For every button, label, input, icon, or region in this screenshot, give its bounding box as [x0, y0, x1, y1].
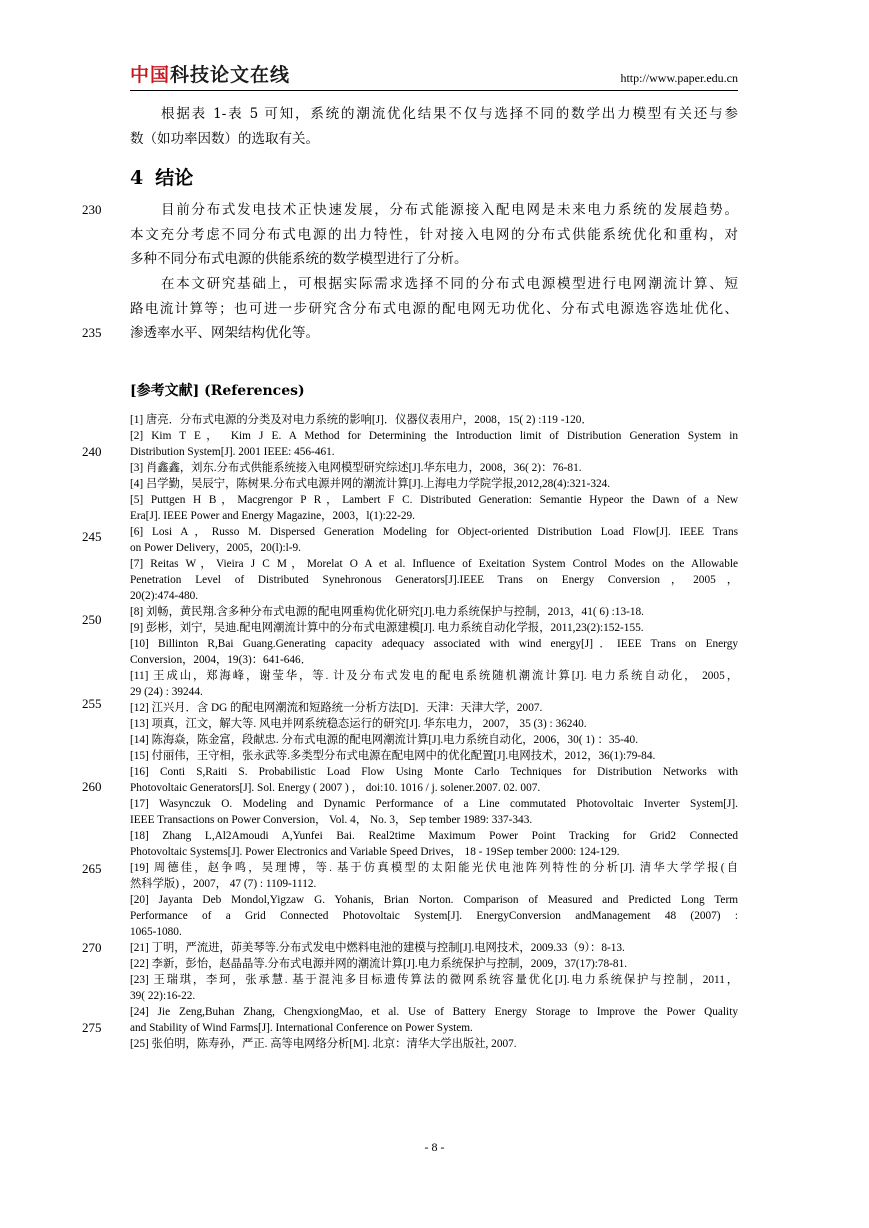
reference-line: [13] 项真，江文，解大等. 风电并网系统稳态运行的研究[J]. 华东电力， 2007， 35 (3) : 36240. [130, 718, 587, 730]
reference-line: 然科学版) ，2007， 47 (7) : 1109-1112. [130, 878, 317, 890]
reference-item [130, 476, 738, 492]
reference-line: [16] Conti S,Raiti S. Probabilistic Load Flow Using Monte Carlo Techniques for Distribution Networks with [130, 766, 738, 778]
page-header [130, 62, 738, 88]
reference-line: [12] 江兴月．含 DG 的配电网潮流和短路统一分析方法[D]．天津：天津大学，2007. [130, 702, 543, 714]
line-number: 255 [82, 696, 102, 711]
reference-line: [14] 陈海焱，陈金富，段献忠. 分布式电源的配电网潮流计算[J].电力系统自动化，2006，30( 1) ：35-40. [130, 734, 639, 746]
reference-item [130, 556, 738, 604]
line-number: 240 [82, 444, 102, 459]
reference-item [130, 956, 738, 972]
text-line: 渗透率水平、网架结构优化等。 [130, 325, 319, 341]
logo [130, 62, 290, 88]
reference-line: [15] 付丽伟，王守相，张永武等.多类型分布式电源在配电网中的优化配置[J].电网技术，2012，36(1):79-84. [130, 750, 656, 762]
reference-line: [5] Puttgen H B，Macgrengor P R，Lambert F C. Distributed Generation: Semantie Hypeor the Dawn of a New [130, 494, 738, 506]
reference-item [130, 460, 738, 476]
line-number: 245 [82, 529, 102, 544]
logo-dark: 科技论文在线 [170, 64, 291, 86]
reference-line: [24] Jie Zeng,Buhan Zhang, ChengxiongMao, et al. Use of Battery Energy Storage to Improve the Power Quality [130, 1006, 738, 1018]
reference-line: [1] 唐亮．分布式电源的分类及对电力系统的影响[J]．仪器仪表用户，2008，15( 2) :119 -120． [130, 414, 593, 426]
logo-red: 中国 [130, 64, 171, 86]
header-url: http://www.paper.edu.cn [620, 71, 738, 85]
reference-line: Era[J]. IEEE Power and Energy Magazine，2003，l(1):22-29. [130, 510, 415, 522]
reference-line: 20(2):474-480. [130, 590, 199, 602]
reference-item [130, 636, 738, 668]
conclusion-paragraph-1 [130, 198, 738, 272]
text-line: 本文充分考虑不同分布式电源的出力特性，针对接入电网的分布式供能系统优化和重构，对 [130, 226, 738, 243]
reference-item [130, 524, 738, 556]
reference-item [130, 412, 738, 428]
reference-item [130, 620, 738, 636]
section-title: 结论 [155, 167, 194, 189]
reference-item [130, 860, 738, 892]
reference-item [130, 604, 738, 620]
reference-line: on Power Delivery，2005，20(l):l-9. [130, 542, 301, 554]
reference-item [130, 828, 738, 860]
reference-item [130, 492, 738, 524]
reference-line: [8] 刘畅，黄民翔.含多种分布式电源的配电网重构优化研究[J].电力系统保护与控制，2013，41( 6) :13-18. [130, 606, 644, 618]
line-number: 265 [82, 861, 102, 876]
line-number: 235 [82, 325, 102, 340]
reference-item [130, 796, 738, 828]
text-line: 目前分布式发电技术正快速发展，分布式能源接入配电网是未来电力系统的发展趋势。 [161, 202, 738, 218]
reference-line: [3] 肖鑫鑫，刘东.分布式供能系统接入电网模型研究综述[J].华东电力，2008，36( 2)：76-81. [130, 462, 582, 474]
reference-line: 39( 22):16-22. [130, 990, 196, 1002]
reference-line: [19] 周德佳，赵争鸣，吴理博，等. 基于仿真模型的太阳能光伏电池阵列特性的分析[J]. 清华大学学报(自 [130, 862, 738, 874]
header-rule [130, 90, 738, 91]
reference-line: Performance of a Grid Connected Photovoltaic System[J]. EnergyConversion andManagement 48 (2007) : [130, 910, 738, 922]
reference-line: [23] 王瑞琪，李珂，张承慧. 基于混沌多目标遗传算法的微网系统容量优化[J].电力系统保护与控制，2011， [130, 974, 738, 986]
reference-item [130, 892, 738, 940]
line-number: 275 [82, 1020, 102, 1035]
reference-line: [11] 王成山，郑海峰，谢莹华，等. 计及分布式发电的配电系统随机潮流计算[J]. 电力系统自动化， 2005， [130, 670, 738, 682]
reference-line: [2] Kim T E， Kim J E. A Method for Determining the Introduction limit of Distribution Generation System in [130, 430, 738, 442]
reference-line: [6] Losi A，Russo M. Dispersed Generation Modeling for Object-oriented Distribution Load Flow[J]. IEEE Trans [130, 526, 738, 538]
reference-line: [17] Wasynczuk O. Modeling and Dynamic Performance of a Line commutated Photovoltaic Inverter System[J]. [130, 798, 738, 810]
reference-item [130, 428, 738, 460]
reference-line: Conversion，2004，19(3)：641-646． [130, 654, 312, 666]
reference-item [130, 716, 738, 732]
reference-line: [10] Billinton R,Bai Guang.Generating capacity adequacy associated with wind energy[J]．IEEE Trans on Energy [130, 638, 738, 650]
reference-line: [18] Zhang L,Al2Amoudi A,Yunfei Bai. Real2time Maximum Power Point Tracking for Grid2 Connected [130, 830, 738, 842]
reference-line: 29 (24) : 39244. [130, 686, 203, 698]
reference-item [130, 764, 738, 796]
reference-line: Penetration Level of Distributed Synehronous Generators[J].IEEE Trans on Energy Conversion，2005， [130, 574, 738, 586]
reference-line: Photovoltaic Generators[J]. Sol. Energy ( 2007 ) ， doi:10. 1016 / j. solener.2007. 02. 007. [130, 782, 541, 794]
reference-item [130, 668, 738, 700]
section-heading [130, 165, 193, 191]
reference-item [130, 700, 738, 716]
section-number: 4 [130, 167, 144, 189]
reference-line: and Stability of Wind Farms[J]. International Conference on Power System. [130, 1022, 473, 1034]
reference-line: Distribution System[J]. 2001 IEEE: 456-461. [130, 446, 335, 458]
reference-line: [7] Reitas W，Vieira J C M，Morelat O A et al. Influence of Exeitation System Control Modes on the Allowable [130, 558, 738, 570]
intro-paragraph [130, 102, 738, 151]
reference-item [130, 732, 738, 748]
reference-line: [9] 彭彬，刘宁，吴迪.配电网潮流计算中的分布式电源建模[J]. 电力系统自动化学报，2011,23(2):152-155. [130, 622, 644, 634]
text-line: 数（如功率因数）的选取有关。 [130, 130, 319, 147]
reference-line: IEEE Transactions on Power Conversion， Vol. 4， No. 3， Sep tember 1989: 337-343. [130, 814, 533, 826]
text-line: 路电流计算等；也可进一步研究含分布式电源的配电网无功优化、分布式电源选容选址优化、 [130, 300, 738, 317]
conclusion-paragraph-2 [130, 272, 738, 346]
reference-line: [4] 吕学勤，吴辰宁，陈树果.分布式电源并网的潮流计算[J].上海电力学院学报,2012,28(4):321-324. [130, 478, 611, 490]
text-line: 在本文研究基础上，可根据实际需求选择不同的分布式电源模型进行电网潮流计算、短 [161, 276, 738, 292]
reference-item [130, 1004, 738, 1036]
references-list [130, 412, 738, 1052]
line-number: 270 [82, 940, 102, 955]
reference-item [130, 748, 738, 764]
reference-line: [25] 张伯明，陈寿孙，严正. 高等电网络分析[M]. 北京：清华大学出版社, 2007. [130, 1038, 517, 1050]
reference-item [130, 1036, 738, 1052]
line-number: 260 [82, 779, 102, 794]
reference-line: Photovoltaic Systems[J]. Power Electronics and Variable Speed Drives， 18 - 19Sep tember 2000: 124-129. [130, 846, 620, 858]
page-number: - 8 - [424, 1140, 445, 1154]
text-line: 多种不同分布式电源的供能系统的数学模型进行了分析。 [130, 251, 468, 267]
references-heading: [参考文献] (References) [130, 383, 305, 399]
reference-line: [21] 丁明，严流进，茆美琴等.分布式发电中燃料电池的建模与控制[J].电网技术，2009.33（9）：8-13. [130, 942, 625, 954]
line-number: 230 [82, 202, 102, 217]
reference-line: [20] Jayanta Deb Mondol,Yigzaw G. Yohanis, Brian Norton. Comparison of Measured and Predicted Long Term [130, 894, 738, 906]
reference-line: [22] 李新，彭怡，赵晶晶等.分布式电源并网的潮流计算[J].电力系统保护与控制，2009，37(17):78-81. [130, 958, 628, 970]
line-number: 250 [82, 612, 102, 627]
text-line: 根据表 1-表 5 可知，系统的潮流优化结果不仅与选择不同的数学出力模型有关还与参 [161, 106, 738, 122]
reference-line: 1065-1080. [130, 926, 182, 938]
reference-item [130, 972, 738, 1004]
reference-item [130, 940, 738, 956]
